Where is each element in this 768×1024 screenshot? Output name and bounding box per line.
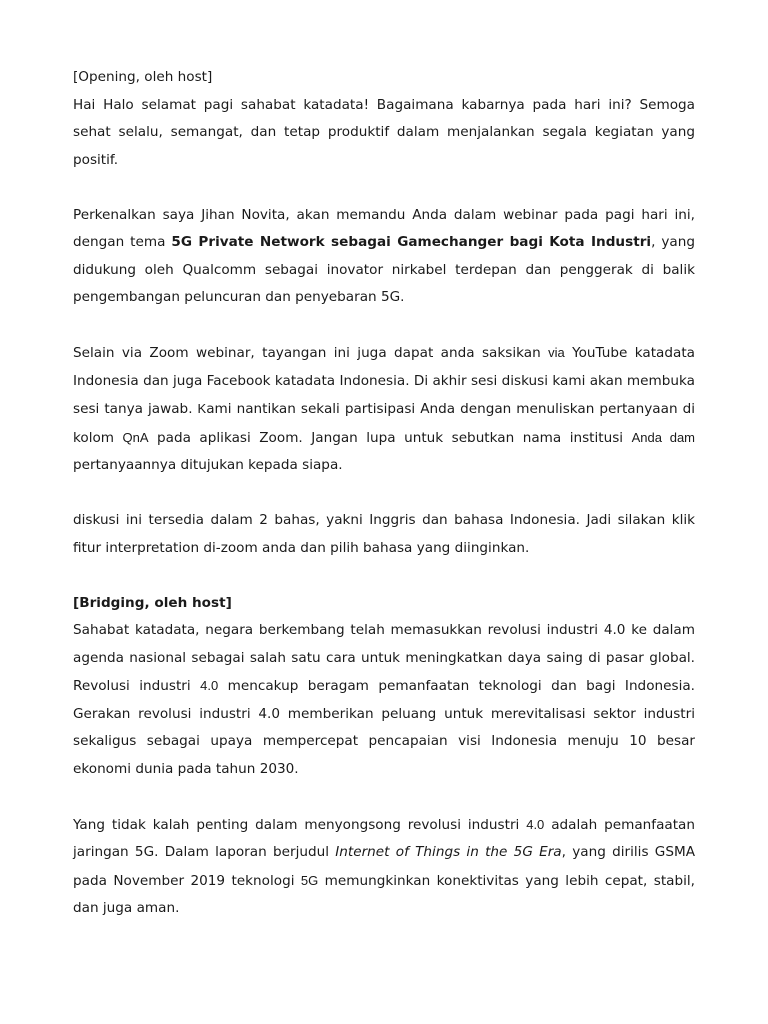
broadcast-k: K <box>197 401 207 416</box>
opening-heading: [Opening, oleh host] <box>73 69 213 85</box>
document-page <box>73 64 695 950</box>
intro-text-b: , yang didukung oleh Qualcomm sebagai inovator nirkabel terdepan dan penggerak di balik pengembangan peluncuran dan penyebaran 5G. <box>73 234 695 305</box>
broadcast-text-d: pada aplikasi Zoom. Jangan lupa untuk sebutkan nama institusi <box>148 429 632 446</box>
5g-text-b: adalah pemanfaatan jaringan 5G. Dalam laporan berjudul <box>73 816 695 860</box>
broadcast-via: via <box>548 345 565 360</box>
report-title: Internet of Things in the 5G Era <box>335 844 562 860</box>
broadcast-text-b: YouTube katadata Indonesia dan juga Facebook katadata Indonesia. Di akhir sesi diskusi kami akan membuka sesi tanya jawab. <box>73 345 695 417</box>
bridging-text-a: Sahabat katadata, negara berkembang telah memasukkan revolusi industri 4.0 ke dalam agenda nasional sebagai salah satu cara untuk meningkatkan daya saing di pasar global. Revolusi industri <box>73 622 695 694</box>
webinar-theme: 5G Private Network sebagai Gamechanger bagi Kota Industri <box>171 234 652 250</box>
broadcast-anda: Anda dam <box>631 429 696 445</box>
bridging-paragraph <box>73 590 695 784</box>
5g-label: 5G <box>300 872 319 888</box>
opening-paragraph <box>73 64 695 174</box>
broadcast-text-e: pertanyaannya ditujukan kepada siapa. <box>73 457 343 473</box>
5g-paragraph <box>73 811 695 923</box>
bridging-heading: [Bridging, oleh host] <box>73 594 232 611</box>
5g-text-a: Yang tidak kalah penting dalam menyongsong revolusi industri <box>73 816 527 833</box>
bridging-text-b: mencakup beragam pemanfaatan teknologi dan bagi Indonesia. Gerakan revolusi industri 4.0 memberikan peluang untuk merevitalisasi sektor industri sekaligus sebagai upaya mempercepat pencapaian visi Indonesia menuju 10 besar ekonomi dunia pada tahun 2030. <box>73 678 695 777</box>
broadcast-text-c: ami nantikan sekali partisipasi Anda dengan menuliskan pertanyaan di kolom <box>73 401 695 446</box>
broadcast-paragraph <box>73 339 695 480</box>
introduction-paragraph <box>73 202 695 312</box>
5g-num: 4.0 <box>526 816 545 832</box>
5g-text-c: , yang dirilis GSMA pada November 2019 teknologi <box>73 844 695 889</box>
5g-text-d: memungkinkan konektivitas yang lebih cepat, stabil, dan juga aman. <box>73 872 695 916</box>
bridging-num: 4.0 <box>200 678 219 693</box>
broadcast-qna: QnA <box>122 429 149 445</box>
language-paragraph <box>73 507 695 562</box>
intro-text-a: Perkenalkan saya Jihan Novita, akan memandu Anda dalam webinar pada pagi hari ini, dengan tema <box>73 206 695 250</box>
language-text: diskusi ini tersedia dalam 2 bahas, yakni Inggris dan bahasa Indonesia. Jadi silakan klik fitur interpretation di-zoom anda dan pilih bahasa yang diinginkan. <box>73 512 695 556</box>
opening-text: Hai Halo selamat pagi sahabat katadata! Bagaimana kabarnya pada hari ini? Semoga sehat selalu, semangat, dan tetap produktif dalam menjalankan segala kegiatan yang positif. <box>73 96 695 168</box>
broadcast-text-a: Selain via Zoom webinar, tayangan ini juga dapat anda saksikan <box>73 345 549 361</box>
